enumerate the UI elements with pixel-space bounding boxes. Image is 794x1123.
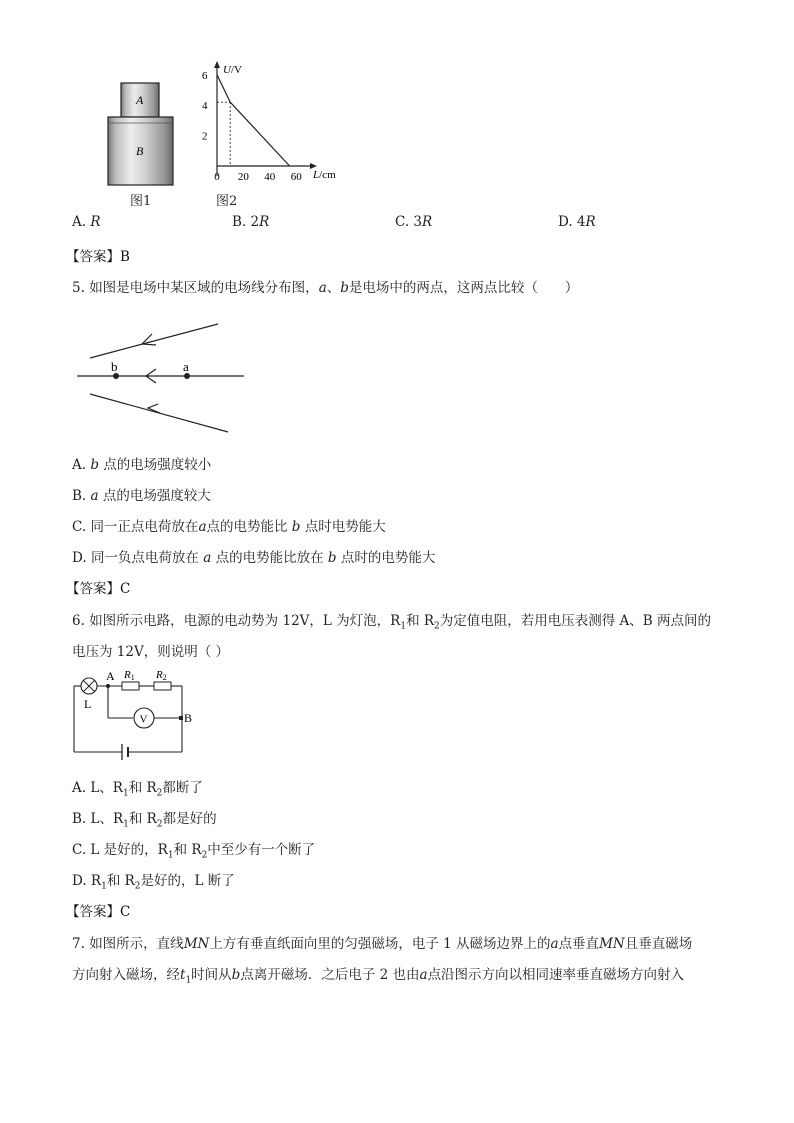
field-line-upper (90, 324, 218, 358)
figure-2-caption: 图2 (216, 194, 238, 209)
x-tick-label-0: 0 (214, 171, 220, 183)
x-tick-label-40: 40 (264, 171, 276, 183)
lamp-label: L (84, 697, 92, 711)
q6-option-c[interactable]: C. L 是好的，$R_1$和 $R_2$中至少有一个断了 (72, 842, 316, 861)
q5-option-a[interactable]: A. b 点的电场强度较小 (72, 457, 212, 473)
x-tick-label-60: 60 (290, 171, 302, 183)
q5-option-d[interactable]: D. 同一负点电荷放在 a 点的电势能比放在 b 点时的电势能大 (72, 550, 436, 566)
point-b-label: b (111, 359, 118, 374)
q7-stem-line1: 7. 如图所示，直线MN上方有垂直纸面向里的匀强磁场，电子 1 从磁场边界上的a点垂直MN且垂直磁场 (72, 936, 693, 952)
voltmeter-label: V (139, 713, 148, 726)
electric-field-figure (72, 318, 252, 438)
y-tick-label-6: 6 (202, 69, 208, 82)
resistor-r1 (122, 682, 139, 690)
q6-option-d[interactable]: D. $R_1$和 $R_2$是好的，L 断了 (72, 873, 235, 892)
q7-stem-line2: 方向射入磁场，经$t_1$时间从b点离开磁场．之后电子 2 也由a点沿图示方向以相同速率垂直磁场方向射入 (72, 967, 685, 986)
q5-option-b[interactable]: B. a 点的电场强度较大 (72, 488, 211, 504)
y-tick-label-2: 2 (202, 130, 208, 143)
field-lines-diagram (72, 318, 252, 438)
label-b: B (136, 144, 144, 158)
data-line (217, 75, 290, 166)
figure-2 (196, 58, 346, 188)
label-a: A (136, 93, 144, 107)
q5-option-c[interactable]: C. 同一正点电荷放在a点的电势能比 b 点时电势能大 (72, 519, 386, 535)
y-axis-label: U/V (223, 64, 242, 76)
figure-1 (100, 78, 190, 208)
q4-option-d[interactable]: D. 4R (558, 214, 596, 230)
circuit-figure (70, 666, 200, 766)
q5-answer: 【答案】C (66, 581, 131, 597)
y-tick-label-4: 4 (202, 100, 208, 113)
q4-option-a[interactable]: A. R (72, 214, 101, 230)
q4-answer: 【答案】B (66, 249, 130, 265)
figure-1-caption: 图1 (130, 194, 152, 209)
node-b-label: B (184, 711, 193, 725)
q4-option-b[interactable]: B. 2R (232, 214, 270, 230)
u-l-chart (196, 58, 346, 188)
r1-label: R1 (124, 669, 135, 682)
cylinders-diagram (100, 78, 190, 208)
node-a-label: A (106, 669, 115, 683)
q6-answer: 【答案】C (66, 904, 131, 920)
q6-stem-line1: 6. 如图所示电路，电源的电动势为 12V，L 为灯泡，$R_1$和 $R_2$为定值电阻，若用电压表测得 A、B 两点间的 (72, 613, 712, 632)
q4-option-c[interactable]: C. 3R (395, 214, 433, 230)
x-tick-label-20: 20 (237, 171, 249, 183)
q6-option-b[interactable]: B. L、$R_1$和 $R_2$都是好的 (72, 811, 217, 830)
y-axis-arrow (214, 61, 220, 68)
q6-stem-line2: 电压为 12V，则说明（ ） (72, 644, 230, 660)
q5-stem: 5. 如图是电场中某区域的电场线分布图，a、b是电场中的两点，这两点比较（ ） (72, 280, 579, 296)
node-b-dot (179, 716, 183, 720)
resistor-r2 (154, 682, 171, 690)
r2-label: R2 (156, 669, 167, 682)
q6-option-a[interactable]: A. L、$R_1$和 $R_2$都断了 (72, 780, 203, 799)
x-axis-label: L/cm (313, 169, 336, 181)
circuit-diagram (70, 666, 200, 766)
point-a-label: a (183, 359, 189, 374)
